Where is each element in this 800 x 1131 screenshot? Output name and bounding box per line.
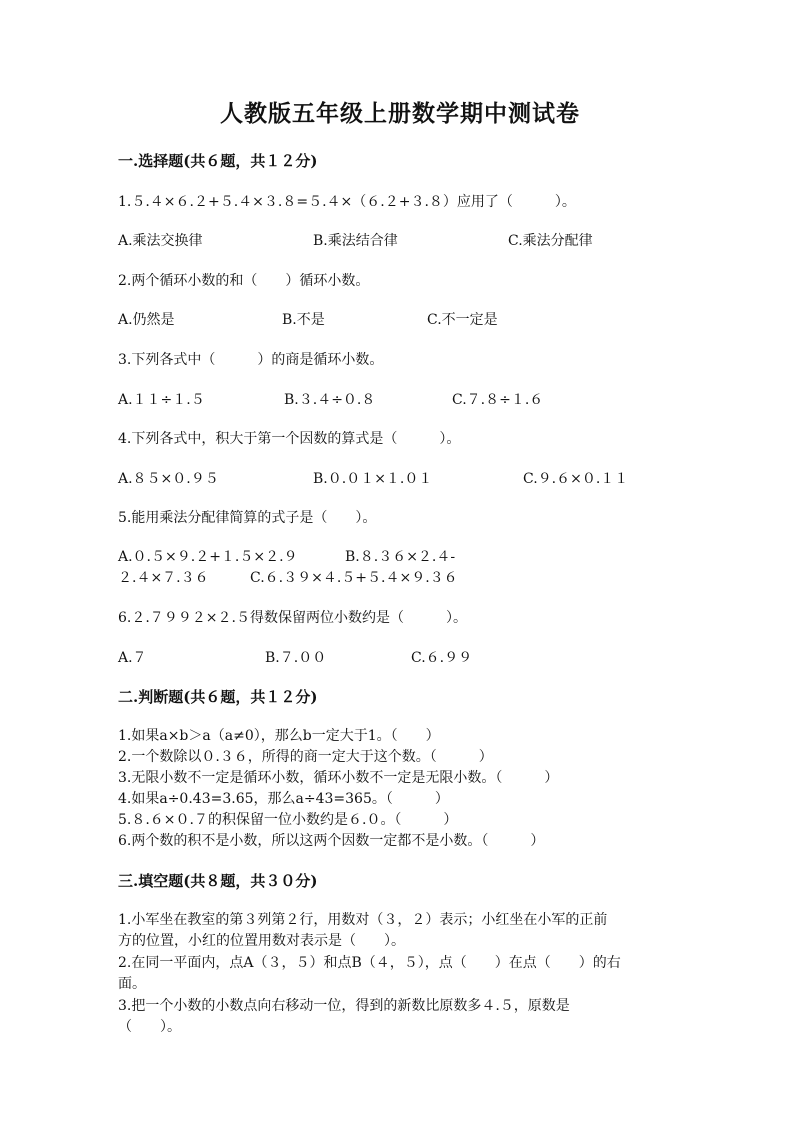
option-c: C.不一定是 bbox=[427, 312, 498, 328]
question-text: 1.５.４×６.２+５.４×３.８=５.４×（６.２+３.８）应用了（ ）。 bbox=[118, 194, 576, 210]
option-c: C.７.８÷１.６ bbox=[452, 392, 544, 408]
option-a: A.７ bbox=[118, 650, 147, 666]
question-text: 3.下列各式中（ ）的商是循环小数。 bbox=[118, 352, 384, 368]
statement-line: 3.无限小数不一定是循环小数，循环小数不一定是无限小数。（ ） bbox=[118, 770, 559, 786]
question-text: 6.２.７９９２×２.５得数保留两位小数约是（ ）。 bbox=[118, 610, 467, 626]
option-b-continued: ２.４×７.３６ bbox=[118, 570, 209, 586]
option-b: B.不是 bbox=[282, 312, 325, 328]
fill-blank-line: 2.在同一平面内，点A（３，５）和点B（４，５），点（ ）在点（ ）的右 bbox=[118, 955, 621, 971]
option-b: B.３.４÷０.８ bbox=[284, 392, 376, 408]
fill-blank-line: 1.小军坐在教室的第３列第２行，用数对（３，２）表示；小红坐在小军的正前 bbox=[118, 912, 608, 928]
option-c: C.９.６×０.１１ bbox=[523, 471, 629, 487]
option-a: A.１１÷１.５ bbox=[118, 392, 205, 408]
option-b: B.０.０１×１.０１ bbox=[313, 471, 433, 487]
option-b: B.８.３６×２.４- bbox=[345, 549, 456, 565]
option-c: C.６.３９×４.５+５.４×９.３６ bbox=[250, 570, 458, 586]
option-b: B.乘法结合律 bbox=[313, 233, 398, 249]
statement-line: 4.如果a÷0.43=3.65，那么a÷43=365。（ ） bbox=[118, 791, 449, 807]
option-a: A.０.５×９.２+１.５×２.９ bbox=[118, 549, 298, 565]
page-title: 人教版五年级上册数学期中测试卷 bbox=[220, 100, 580, 127]
fill-blank-line: 3.把一个小数的小数点向右移动一位，得到的新数比原数多４.５，原数是 bbox=[118, 998, 570, 1014]
section-heading-choice: 一.选择题(共６题，共１２分) bbox=[118, 152, 318, 170]
section-heading-judgement: 二.判断题(共６题，共１２分) bbox=[118, 688, 318, 706]
statement-line: 2.一个数除以０.３６，所得的商一定大于这个数。（ ） bbox=[118, 749, 493, 765]
option-c: C.乘法分配律 bbox=[508, 233, 593, 249]
option-a: A.仍然是 bbox=[118, 312, 175, 328]
statement-line: 5.８.６×０.７的积保留一位小数约是６.０。（ ） bbox=[118, 812, 458, 828]
question-text: 2.两个循环小数的和（ ）循环小数。 bbox=[118, 273, 370, 289]
option-a: A.８５×０.９５ bbox=[118, 471, 219, 487]
option-c: C.６.９９ bbox=[411, 650, 473, 666]
option-a: A.乘法交换律 bbox=[118, 233, 203, 249]
section-heading-fill-blank: 三.填空题(共８题，共３０分) bbox=[118, 872, 318, 890]
question-text: 5.能用乘法分配律简算的式子是（ ）。 bbox=[118, 510, 377, 526]
fill-blank-line: 方的位置，小红的位置用数对表示是（ ）。 bbox=[118, 933, 405, 949]
statement-line: 1.如果a×b＞a（a≠0），那么b一定大于1。（ ） bbox=[118, 728, 440, 744]
fill-blank-line: 面。 bbox=[118, 976, 146, 992]
statement-line: 6.两个数的积不是小数，所以这两个因数一定都不是小数。（ ） bbox=[118, 833, 545, 849]
option-b: B.７.００ bbox=[265, 650, 327, 666]
fill-blank-line: （ ）。 bbox=[118, 1019, 181, 1035]
question-text: 4.下列各式中，积大于第一个因数的算式是（ ）。 bbox=[118, 431, 461, 447]
